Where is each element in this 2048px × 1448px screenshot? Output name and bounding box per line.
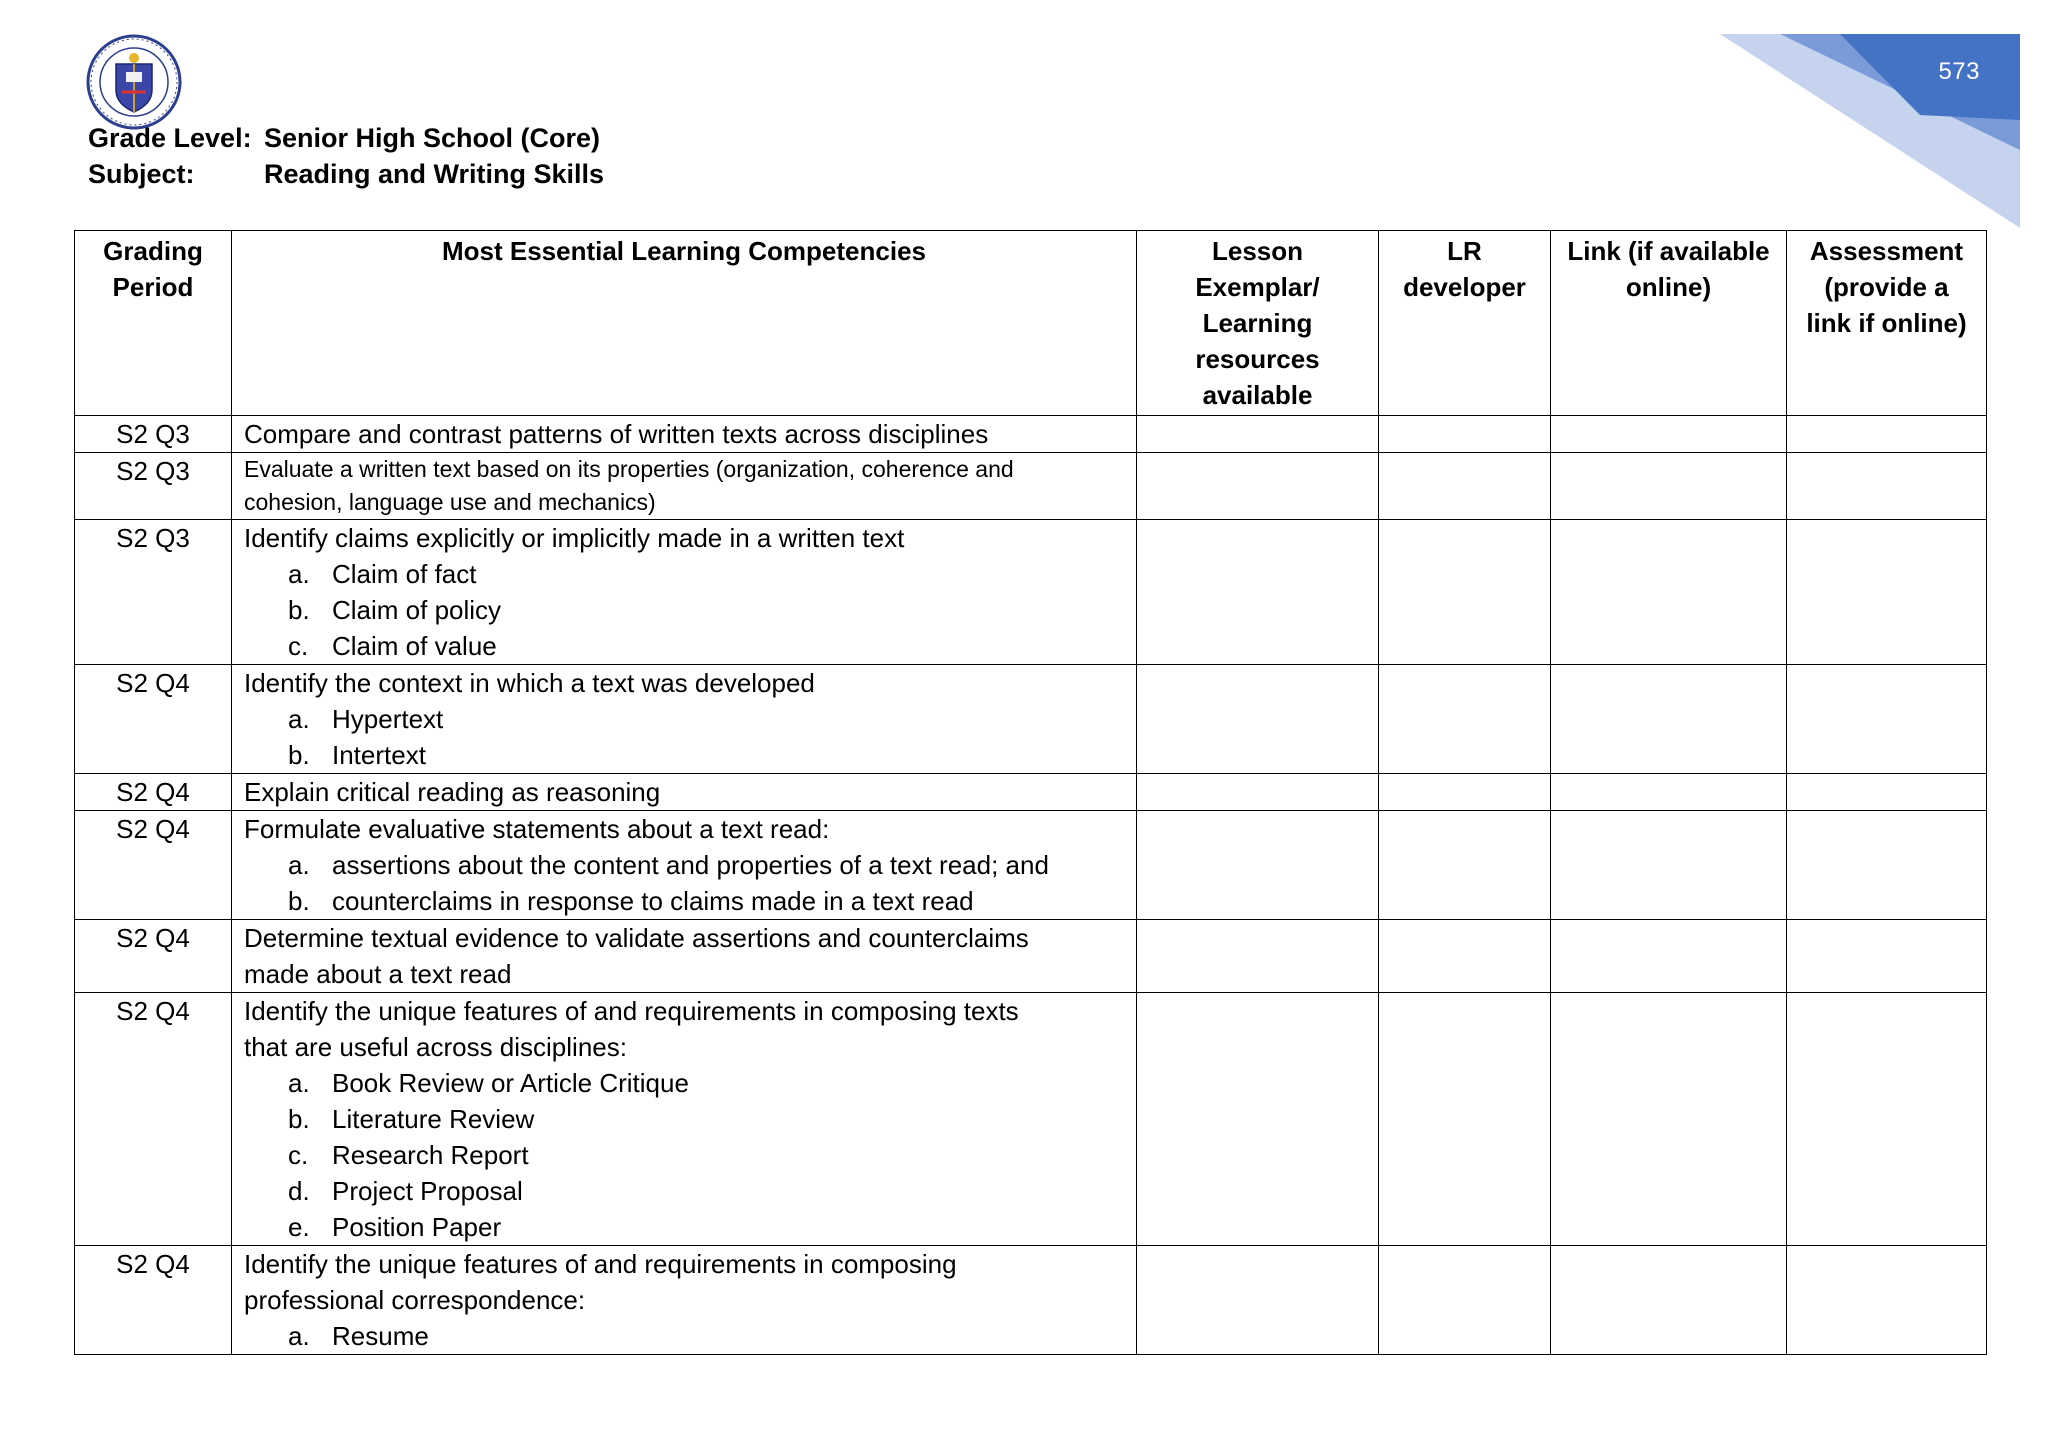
list-item xyxy=(288,701,1124,737)
header-line: online) xyxy=(1625,272,1712,302)
competency-cell xyxy=(232,520,1137,665)
list-item xyxy=(288,1137,1124,1173)
header-line: link if online) xyxy=(1806,308,1967,338)
competency-text: professional correspondence: xyxy=(244,1285,586,1315)
sub-item-list xyxy=(244,1065,1124,1245)
lesson-exemplar-cell xyxy=(1137,520,1379,665)
grading-period-cell: S2 Q4 xyxy=(75,920,232,993)
table-header-row xyxy=(75,231,1987,416)
competency-text: cohesion, language use and mechanics) xyxy=(244,489,656,515)
list-marker: b. xyxy=(288,886,310,916)
header-line: Exemplar/ xyxy=(1195,272,1320,302)
header-line: Grading xyxy=(103,236,203,266)
lr-developer-cell xyxy=(1379,811,1551,920)
competency-cell xyxy=(232,665,1137,774)
table-row xyxy=(75,920,1987,993)
list-item-text: Intertext xyxy=(332,740,426,770)
competency-text: Compare and contrast patterns of written texts across disciplines xyxy=(244,419,989,449)
sub-item-list xyxy=(244,1318,1124,1354)
col-assessment-header xyxy=(1787,231,1987,416)
competency-text: Determine textual evidence to validate assertions and counterclaims xyxy=(244,923,1029,953)
competency-text: Identify the unique features of and requirements in composing texts xyxy=(244,996,1019,1026)
list-item-text: Research Report xyxy=(332,1140,529,1170)
lesson-exemplar-cell xyxy=(1137,993,1379,1246)
list-item xyxy=(288,1209,1124,1245)
table-row xyxy=(75,665,1987,774)
competency-cell xyxy=(232,993,1137,1246)
list-marker: c. xyxy=(288,631,309,661)
col-grading-period-header xyxy=(75,231,232,416)
list-marker: a. xyxy=(288,850,310,880)
list-item-text: Claim of fact xyxy=(332,559,477,589)
link-cell xyxy=(1551,811,1787,920)
lesson-exemplar-cell xyxy=(1137,416,1379,453)
grading-period-cell: S2 Q4 xyxy=(75,1246,232,1355)
competency-cell xyxy=(232,811,1137,920)
col-lesson-exemplar-header xyxy=(1137,231,1379,416)
lesson-exemplar-cell xyxy=(1137,774,1379,811)
link-cell xyxy=(1551,993,1787,1246)
assessment-cell xyxy=(1787,416,1987,453)
lr-developer-cell xyxy=(1379,453,1551,520)
list-item xyxy=(288,628,1124,664)
assessment-cell xyxy=(1787,520,1987,665)
list-item-text: Claim of value xyxy=(332,631,497,661)
table-row xyxy=(75,520,1987,665)
grading-period-cell: S2 Q4 xyxy=(75,993,232,1246)
list-item-text: Position Paper xyxy=(332,1212,502,1242)
col-link-header xyxy=(1551,231,1787,416)
table-row xyxy=(75,811,1987,920)
assessment-cell xyxy=(1787,920,1987,993)
sub-item-list xyxy=(244,556,1124,664)
lr-developer-cell xyxy=(1379,416,1551,453)
table-row xyxy=(75,416,1987,453)
list-marker: a. xyxy=(288,1321,310,1351)
grading-period-cell: S2 Q3 xyxy=(75,416,232,453)
list-item-text: Hypertext xyxy=(332,704,444,734)
header-line: Lesson xyxy=(1211,236,1304,266)
link-cell xyxy=(1551,520,1787,665)
list-marker: a. xyxy=(288,1068,310,1098)
col-competencies-header xyxy=(232,231,1137,416)
table-row xyxy=(75,774,1987,811)
header-line: developer xyxy=(1403,272,1526,302)
header-line: LR xyxy=(1447,236,1482,266)
lr-developer-cell xyxy=(1379,993,1551,1246)
list-item xyxy=(288,847,1124,883)
lr-developer-cell xyxy=(1379,774,1551,811)
list-marker: b. xyxy=(288,595,310,625)
competency-text: Evaluate a written text based on its properties (organization, coherence and xyxy=(244,456,1014,482)
list-marker: a. xyxy=(288,559,310,589)
page-number: 573 xyxy=(1938,58,1980,85)
competency-cell xyxy=(232,920,1137,993)
link-cell xyxy=(1551,665,1787,774)
sub-item-list xyxy=(244,701,1124,773)
subject-label: Subject: xyxy=(88,159,195,189)
list-item-text: Literature Review xyxy=(332,1104,535,1134)
grading-period-cell: S2 Q3 xyxy=(75,453,232,520)
competency-table xyxy=(74,230,1987,1355)
header-line: Assessment xyxy=(1809,236,1964,266)
lr-developer-cell xyxy=(1379,520,1551,665)
header-line: (provide a xyxy=(1824,272,1949,302)
competency-cell xyxy=(232,416,1137,453)
competency-text: made about a text read xyxy=(244,959,512,989)
document-meta xyxy=(88,120,604,192)
grade-level-value: Senior High School (Core) xyxy=(264,123,601,153)
table-row xyxy=(75,1246,1987,1355)
link-cell xyxy=(1551,416,1787,453)
competency-text: Formulate evaluative statements about a text read: xyxy=(244,814,830,844)
assessment-cell xyxy=(1787,453,1987,520)
list-item-text: Book Review or Article Critique xyxy=(332,1068,689,1098)
subject-value: Reading and Writing Skills xyxy=(264,159,605,189)
list-item xyxy=(288,1318,1124,1354)
header-line: Link (if available xyxy=(1567,236,1770,266)
competency-text: Explain critical reading as reasoning xyxy=(244,777,661,807)
list-item xyxy=(288,1101,1124,1137)
lr-developer-cell xyxy=(1379,920,1551,993)
grading-period-cell: S2 Q3 xyxy=(75,520,232,665)
lr-developer-cell xyxy=(1379,1246,1551,1355)
lesson-exemplar-cell xyxy=(1137,665,1379,774)
table-row xyxy=(75,993,1987,1246)
assessment-cell xyxy=(1787,811,1987,920)
grading-period-cell: S2 Q4 xyxy=(75,665,232,774)
lesson-exemplar-cell xyxy=(1137,920,1379,993)
list-item-text: Project Proposal xyxy=(332,1176,523,1206)
corner-decoration xyxy=(1720,0,2048,240)
list-item xyxy=(288,1173,1124,1209)
grade-level-row xyxy=(88,120,604,156)
link-cell xyxy=(1551,920,1787,993)
lesson-exemplar-cell xyxy=(1137,453,1379,520)
list-item xyxy=(288,556,1124,592)
header-line: available xyxy=(1202,380,1313,410)
assessment-cell xyxy=(1787,1246,1987,1355)
subject-row xyxy=(88,156,604,192)
link-cell xyxy=(1551,1246,1787,1355)
list-marker: d. xyxy=(288,1176,310,1206)
header-line: Most Essential Learning Competencies xyxy=(441,236,926,266)
list-item xyxy=(288,592,1124,628)
grade-level-label: Grade Level: xyxy=(88,123,252,153)
list-item-text: Resume xyxy=(332,1321,429,1351)
competency-cell xyxy=(232,453,1137,520)
list-item xyxy=(288,737,1124,773)
deped-seal-icon xyxy=(86,34,182,130)
list-item xyxy=(288,1065,1124,1101)
lr-developer-cell xyxy=(1379,665,1551,774)
competency-text: that are useful across disciplines: xyxy=(244,1032,627,1062)
competency-cell xyxy=(232,1246,1137,1355)
list-item-text: assertions about the content and properties of a text read; and xyxy=(332,850,1049,880)
col-lr-developer-header xyxy=(1379,231,1551,416)
assessment-cell xyxy=(1787,665,1987,774)
lesson-exemplar-cell xyxy=(1137,1246,1379,1355)
assessment-cell xyxy=(1787,774,1987,811)
competency-text: Identify claims explicitly or implicitly made in a written text xyxy=(244,523,905,553)
header-line: resources xyxy=(1195,344,1320,374)
link-cell xyxy=(1551,453,1787,520)
list-marker: a. xyxy=(288,704,310,734)
assessment-cell xyxy=(1787,993,1987,1246)
list-marker: c. xyxy=(288,1140,309,1170)
list-item xyxy=(288,883,1124,919)
list-marker: b. xyxy=(288,1104,310,1134)
grading-period-cell: S2 Q4 xyxy=(75,811,232,920)
list-marker: b. xyxy=(288,740,310,770)
sub-item-list xyxy=(244,847,1124,919)
competency-text: Identify the context in which a text was developed xyxy=(244,668,815,698)
competency-text: Identify the unique features of and requirements in composing xyxy=(244,1249,957,1279)
grading-period-cell: S2 Q4 xyxy=(75,774,232,811)
list-item-text: counterclaims in response to claims made in a text read xyxy=(332,886,974,916)
header-line: Period xyxy=(112,272,194,302)
header-line: Learning xyxy=(1202,308,1313,338)
list-marker: e. xyxy=(288,1212,310,1242)
link-cell xyxy=(1551,774,1787,811)
table-row xyxy=(75,453,1987,520)
lesson-exemplar-cell xyxy=(1137,811,1379,920)
competency-cell xyxy=(232,774,1137,811)
list-item-text: Claim of policy xyxy=(332,595,502,625)
